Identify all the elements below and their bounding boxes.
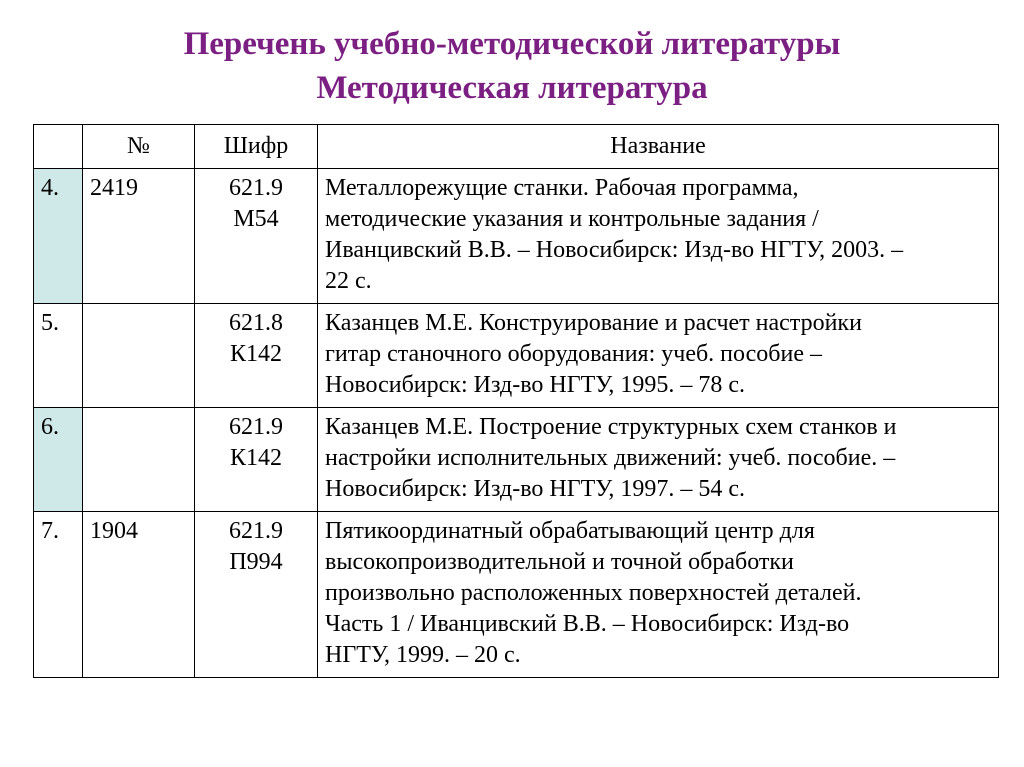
title-line: Иванцивский В.В. – Новосибирск: Изд-во НГТУ, 2003. – [325, 237, 904, 263]
title-line: 22 с. [325, 268, 372, 294]
inventory-number-cell [83, 304, 195, 408]
title-line: произвольно расположенных поверхностей деталей. [325, 580, 862, 606]
title-line-2: Методическая литература [316, 70, 708, 106]
header-title: Название [318, 125, 999, 169]
inventory-number-cell: 2419 [83, 169, 195, 304]
table-row [34, 408, 999, 512]
title-cell [318, 512, 999, 678]
title-line: высокопроизводительной и точной обработки [325, 549, 794, 575]
title-line: гитар станочного оборудования: учеб. пособие – [325, 341, 822, 367]
code-author-mark: К142 [229, 445, 282, 471]
title-line: Металлорежущие станки. Рабочая программа, [325, 175, 799, 201]
table-row [34, 169, 999, 304]
table-row [34, 304, 999, 408]
row-number-cell: 4. [34, 169, 83, 304]
code-class: 621.9 [229, 518, 283, 544]
title-line: Казанцев М.Е. Конструирование и расчет настройки [325, 310, 862, 336]
title-cell [318, 304, 999, 408]
header-code: Шифр [195, 125, 318, 169]
header-inventory-number: № [83, 125, 195, 169]
code-class: 621.9 [229, 414, 283, 440]
inventory-number-cell: 1904 [83, 512, 195, 678]
title-line: Часть 1 / Иванцивский В.В. – Новосибирск: Изд-во [325, 611, 850, 637]
title-line: методические указания и контрольные задания / [325, 206, 819, 232]
title-line: Казанцев М.Е. Построение структурных схем станков и [325, 414, 897, 440]
row-number-cell: 5. [34, 304, 83, 408]
title-line: НГТУ, 1999. – 20 с. [325, 642, 521, 668]
code-author-mark: П994 [229, 549, 283, 575]
title-line: Новосибирск: Изд-во НГТУ, 1997. – 54 с. [325, 476, 745, 502]
code-cell [195, 304, 318, 408]
title-line: настройки исполнительных движений: учеб. пособие. – [325, 445, 896, 471]
code-cell [195, 408, 318, 512]
header-row-number [34, 125, 83, 169]
code-class: 621.9 [229, 175, 283, 201]
table-header-row [34, 125, 999, 169]
table-row [34, 512, 999, 678]
row-number-cell: 7. [34, 512, 83, 678]
literature-table [33, 124, 999, 678]
code-class: 621.8 [229, 310, 283, 336]
title-cell [318, 408, 999, 512]
title-line-1: Перечень учебно-методической литературы [183, 26, 841, 62]
title-cell [318, 169, 999, 304]
inventory-number-cell [83, 408, 195, 512]
title-line: Новосибирск: Изд-во НГТУ, 1995. – 78 с. [325, 372, 745, 398]
code-cell [195, 512, 318, 678]
code-author-mark: К142 [229, 341, 282, 367]
title-line: Пятикоординатный обрабатывающий центр для [325, 518, 815, 544]
code-author-mark: М54 [233, 206, 279, 232]
code-cell [195, 169, 318, 304]
page-title [0, 22, 1024, 110]
row-number-cell: 6. [34, 408, 83, 512]
